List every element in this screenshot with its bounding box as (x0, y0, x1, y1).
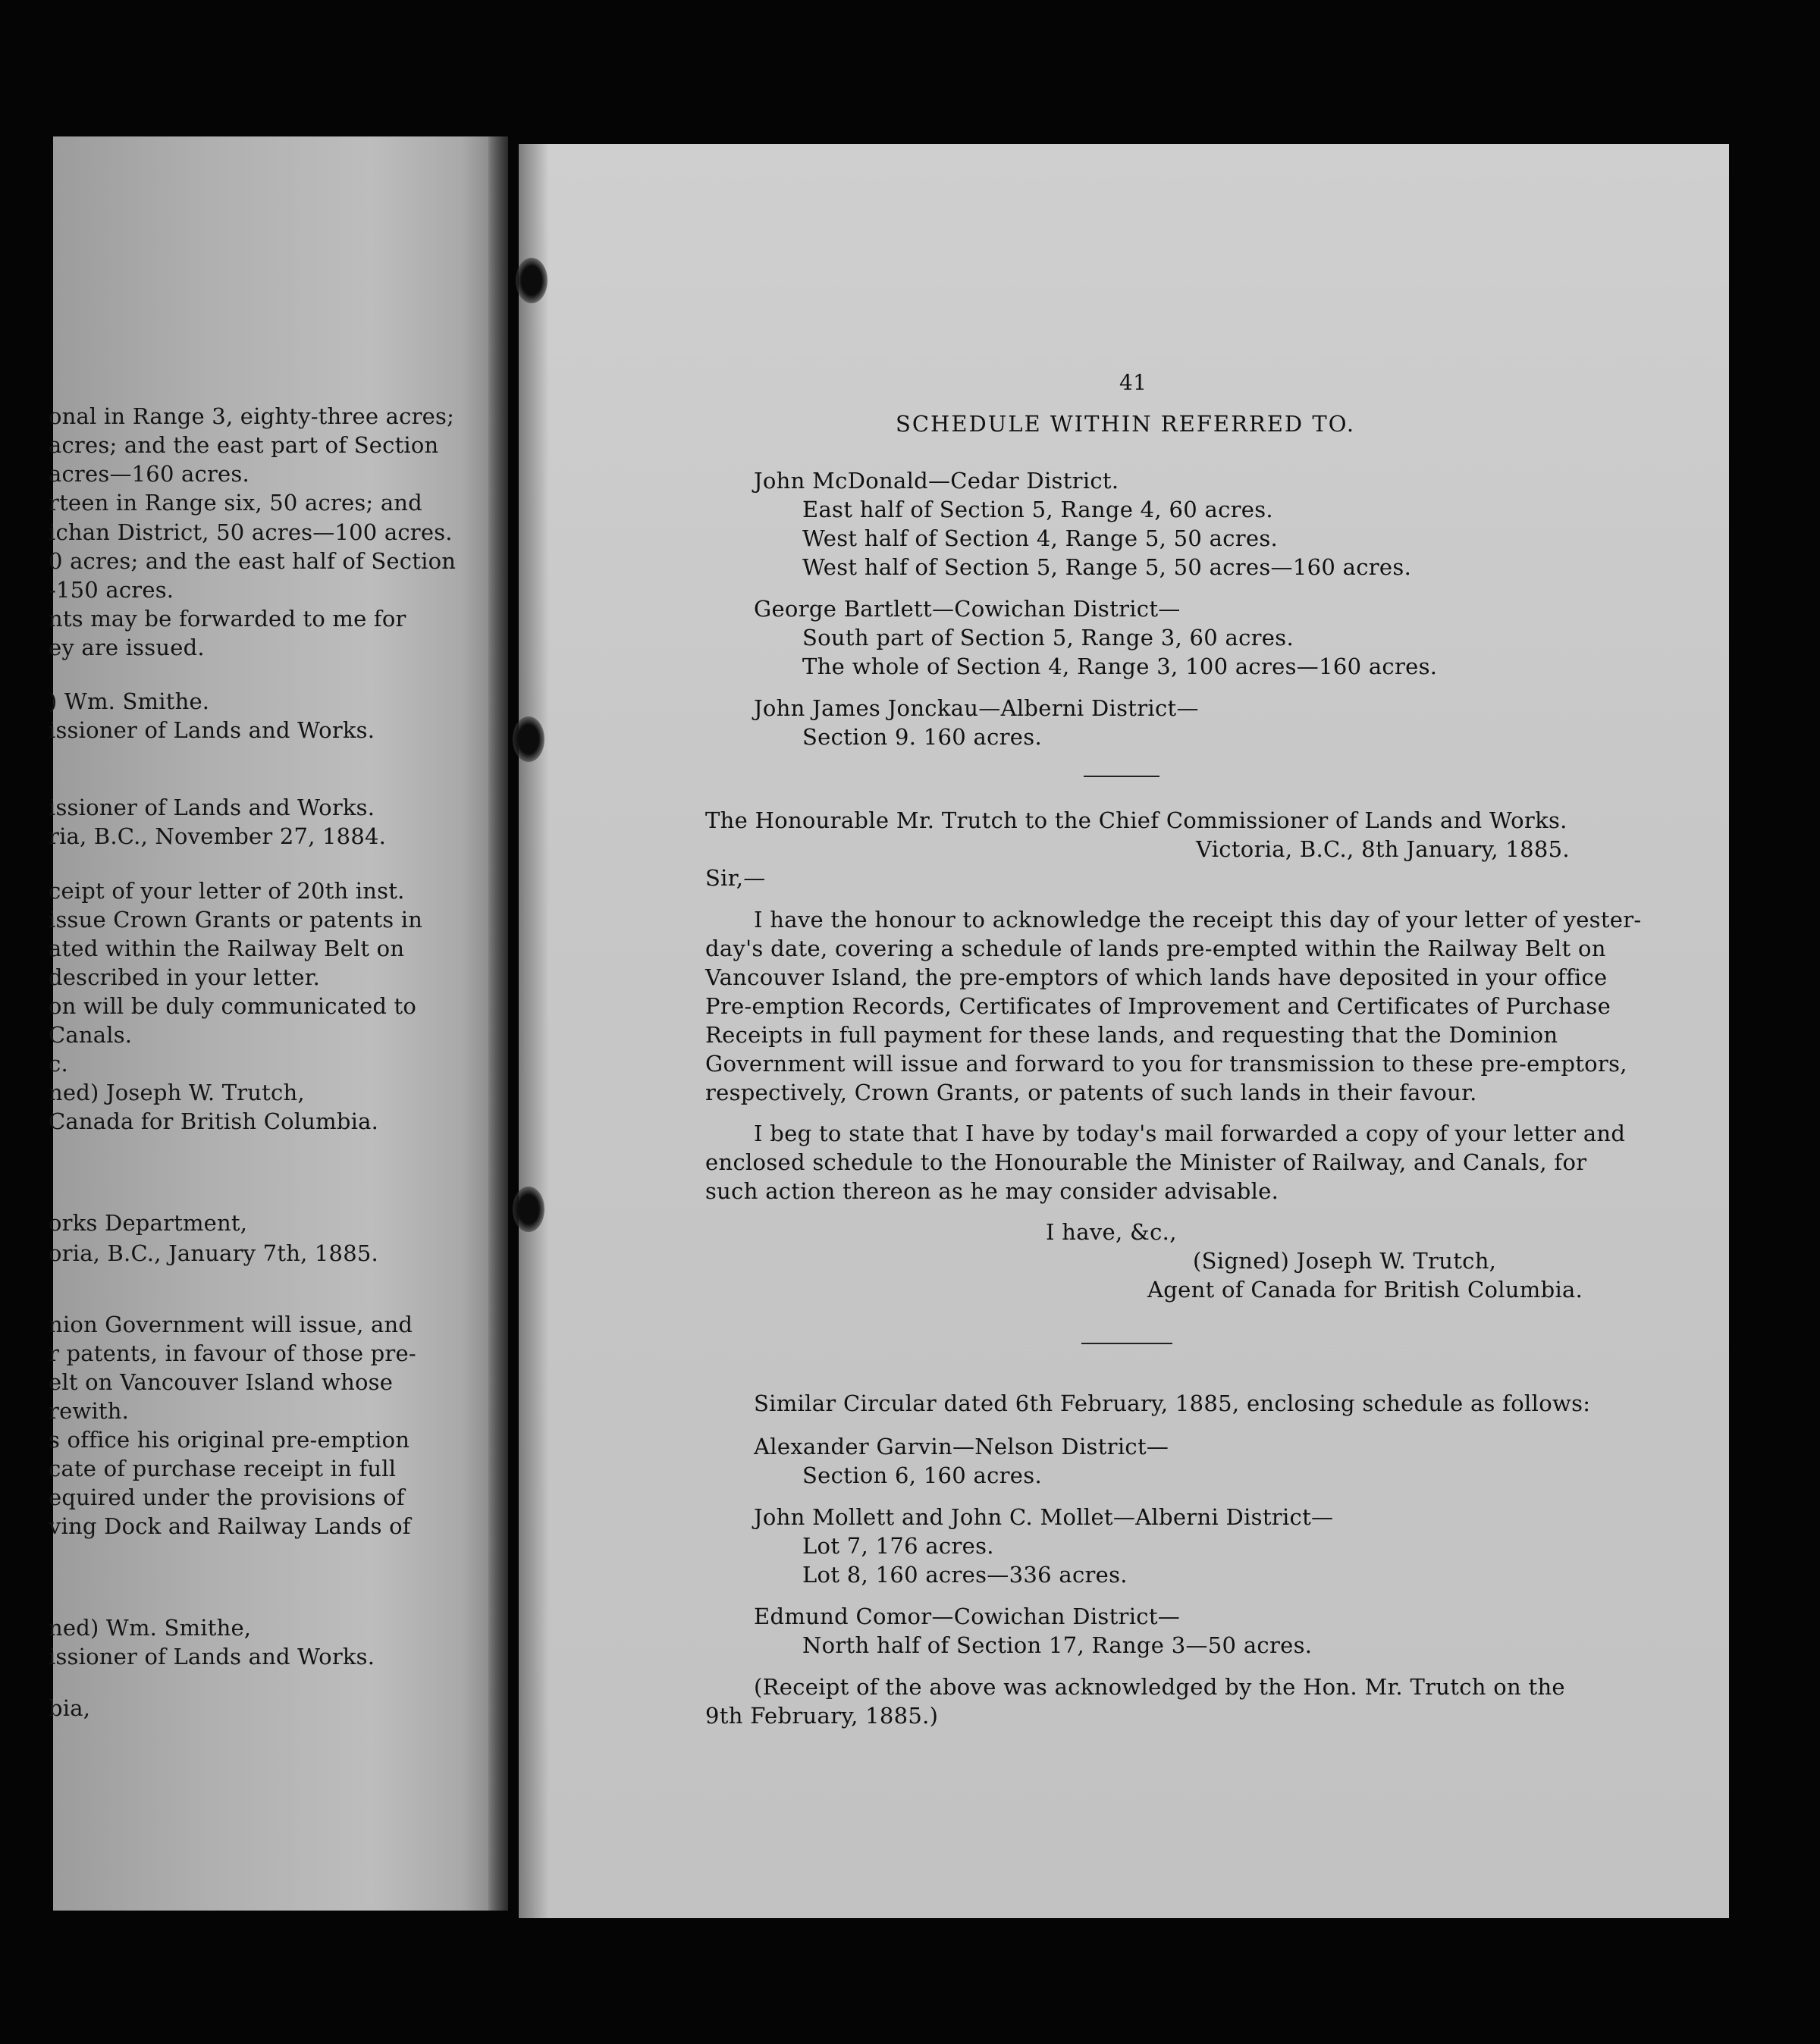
left-line: ned) Joseph W. Trutch, (49, 1080, 305, 1105)
left-line: rteen in Range six, 50 acres; and (49, 490, 422, 516)
schedule-entry-item: Section 6, 160 acres. (802, 1462, 1042, 1488)
schedule-entry-name: John James Jonckau—Alberni District— (754, 695, 1199, 721)
letter-paragraph-line: enclosed schedule to the Honourable the Minister of Railway, and Canals, for (705, 1149, 1587, 1175)
schedule-entry-name: Alexander Garvin—Nelson District— (754, 1434, 1169, 1459)
left-page (49, 136, 508, 1911)
left-line: nts may be forwarded to me for (49, 606, 406, 632)
left-line: acres; and the east part of Section (49, 432, 439, 458)
left-line: ) Wm. Smithe. (49, 688, 210, 714)
left-line: oria, B.C., January 7th, 1885. (49, 1240, 378, 1266)
letter-paragraph-line: day's date, covering a schedule of lands pre-empted within the Railway Belt on (705, 936, 1606, 961)
page-number: 41 (1119, 370, 1147, 395)
letter-paragraph-line: Vancouver Island, the pre-emptors of which lands have deposited in your office (705, 964, 1608, 990)
right-page (519, 144, 1729, 1918)
binding-hole (516, 258, 548, 303)
schedule-entry-name: John McDonald—Cedar District. (754, 468, 1119, 494)
left-line: ving Dock and Railway Lands of (49, 1513, 411, 1539)
letter-paragraph-line: such action thereon as he may consider advisable. (705, 1178, 1279, 1204)
left-line: issioner of Lands and Works. (49, 1644, 375, 1669)
schedule-entry-item: South part of Section 5, Range 3, 60 acres. (802, 625, 1294, 651)
binding-hole (513, 1187, 544, 1232)
letter-paragraph-line: Pre-emption Records, Certificates of Improvement and Certificates of Purchase (705, 993, 1611, 1019)
schedule-entry-item: West half of Section 4, Range 5, 50 acres. (802, 525, 1279, 551)
letter-paragraph-line: I have the honour to acknowledge the receipt this day of your letter of yester- (754, 907, 1642, 933)
left-line: ated within the Railway Belt on (49, 936, 405, 961)
left-page-text (49, 136, 508, 1911)
left-line: ceipt of your letter of 20th inst. (49, 878, 405, 904)
spine-shadow (519, 144, 549, 1918)
left-line: issioner of Lands and Works. (49, 717, 375, 743)
receipt-note: (Receipt of the above was acknowledged by the Hon. Mr. Trutch on the (754, 1674, 1565, 1700)
left-line: on will be duly communicated to (49, 993, 417, 1019)
left-line: Canals. (49, 1022, 133, 1048)
letter-place-date: Victoria, B.C., 8th January, 1885. (1196, 836, 1570, 862)
page-gutter (488, 136, 508, 1911)
letter-signatory-title: Agent of Canada for British Columbia. (1147, 1277, 1583, 1303)
left-line: bia, (49, 1695, 91, 1721)
left-line: rewith. (49, 1398, 130, 1424)
letter-paragraph-line: Government will issue and forward to you for transmission to these pre-emptors, (705, 1051, 1627, 1077)
binding-hole (513, 716, 544, 762)
left-line: onal in Range 3, eighty-three acres; (49, 403, 455, 429)
schedule-entry-item: Section 9. 160 acres. (802, 724, 1042, 750)
left-line: c. (49, 1051, 68, 1077)
section-divider (1084, 776, 1159, 777)
left-line: issioner of Lands and Works. (49, 795, 375, 820)
letter-heading: The Honourable Mr. Trutch to the Chief Commissioner of Lands and Works. (705, 807, 1567, 833)
left-line: equired under the provisions of (49, 1484, 405, 1510)
left-line: -150 acres. (49, 577, 174, 603)
schedule-entry-item: West half of Section 5, Range 5, 50 acres—160 acres. (802, 554, 1412, 580)
left-line: r patents, in favour of those pre- (49, 1340, 416, 1366)
left-line: ria, B.C., November 27, 1884. (49, 823, 387, 849)
left-line: ned) Wm. Smithe, (49, 1615, 252, 1641)
schedule-entry-name: George Bartlett—Cowichan District— (754, 596, 1181, 622)
schedule-entry-name: John Mollett and John C. Mollet—Alberni District— (754, 1504, 1334, 1530)
letter-signature: (Signed) Joseph W. Trutch, (1193, 1248, 1497, 1274)
letter-paragraph-line: respectively, Crown Grants, or patents of such lands in their favour. (705, 1080, 1477, 1105)
left-line: elt on Vancouver Island whose (49, 1369, 394, 1395)
left-line: cate of purchase receipt in full (49, 1456, 397, 1481)
circular-note: Similar Circular dated 6th February, 1885, enclosing schedule as follows: (754, 1390, 1591, 1416)
schedule-entry-item: Lot 8, 160 acres—336 acres. (802, 1562, 1128, 1588)
section-divider (1081, 1343, 1172, 1344)
left-line: s office his original pre-emption (49, 1427, 410, 1453)
left-line: described in your letter. (49, 964, 321, 990)
left-line: acres—160 acres. (49, 461, 249, 487)
schedule-heading: SCHEDULE WITHIN REFERRED TO. (896, 411, 1356, 437)
left-line: 0 acres; and the east half of Section (49, 548, 457, 574)
left-line: orks Department, (49, 1210, 248, 1236)
letter-salutation: Sir,— (705, 865, 766, 891)
left-line: ey are issued. (49, 635, 205, 660)
left-line: issue Crown Grants or patents in (49, 907, 423, 933)
schedule-entry-name: Edmund Comor—Cowichan District— (754, 1604, 1181, 1629)
schedule-entry-item: The whole of Section 4, Range 3, 100 acres—160 acres. (802, 654, 1438, 679)
left-line: Canada for British Columbia. (49, 1108, 378, 1134)
letter-paragraph-line: Receipts in full payment for these lands, and requesting that the Dominion (705, 1022, 1558, 1048)
schedule-entry-item: East half of Section 5, Range 4, 60 acres. (802, 497, 1273, 522)
left-line: ichan District, 50 acres—100 acres. (49, 519, 453, 545)
schedule-entry-item: Lot 7, 176 acres. (802, 1533, 994, 1559)
letter-paragraph-line: I beg to state that I have by today's mail forwarded a copy of your letter and (754, 1121, 1626, 1146)
letter-closing: I have, &c., (1046, 1219, 1177, 1245)
left-line: nion Government will issue, and (49, 1312, 413, 1337)
schedule-entry-item: North half of Section 17, Range 3—50 acres. (802, 1632, 1313, 1658)
receipt-note: 9th February, 1885.) (705, 1703, 939, 1729)
